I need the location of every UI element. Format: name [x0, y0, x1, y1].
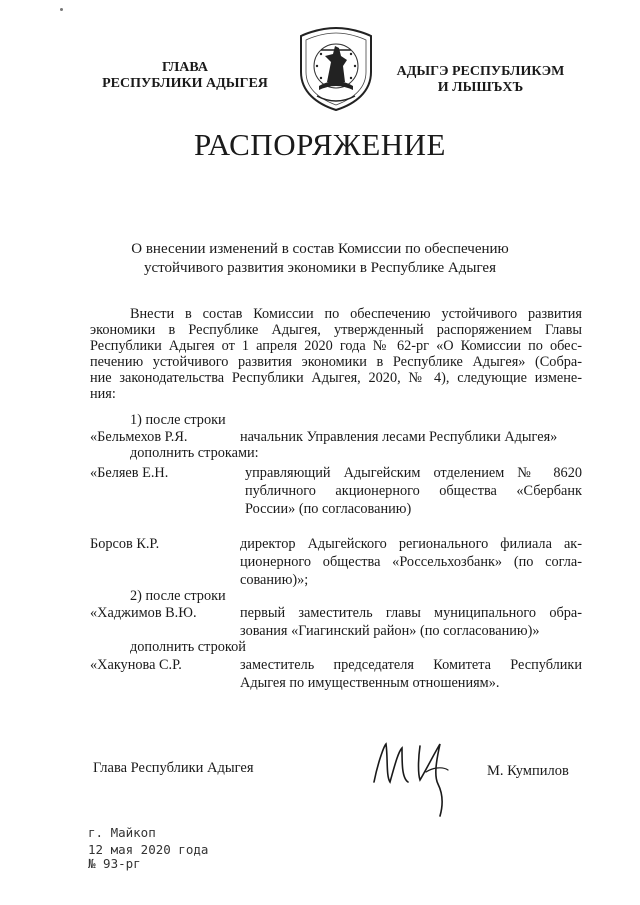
entry-name: «Беляев Е.Н. — [90, 465, 169, 481]
entry-desc-line1: директор Адыгейского регионального филиала ак- — [240, 536, 582, 552]
item2-after-line2: зования «Гиагинский район» (по согласованию)» — [240, 623, 540, 639]
date-stamp: 12 мая 2020 года — [88, 842, 209, 857]
entry-desc-line2: ционерного общества «Россельхозбанк» (по согла- — [240, 554, 582, 570]
entry-desc-line2: публичного акционерного общества «Сбербанк — [245, 483, 582, 499]
intro-line5: ние законодательства Республики Адыгея, 2020, № 4), следующие измене- — [90, 370, 582, 386]
entry-desc-line3: сованию)»; — [240, 572, 309, 588]
header-left-line1: ГЛАВА — [162, 60, 208, 75]
header-left-line2: РЕСПУБЛИКИ АДЫГЕЯ — [102, 76, 268, 91]
entry-name: «Хакунова С.Р. — [90, 657, 182, 673]
item1-after-name: «Бельмехов Р.Я. — [90, 429, 188, 445]
item2-heading: 2) после строки — [130, 588, 226, 604]
entry-name: Борсов К.Р. — [90, 536, 160, 552]
header-left-block — [85, 60, 285, 92]
entry-desc-line3: России» (по согласованию) — [245, 501, 412, 517]
intro-line2: экономики в Республике Адыгея, утвержденный распоряжением Главы — [90, 322, 582, 338]
item2-after-line1: первый заместитель главы муниципального обра- — [240, 605, 582, 621]
subject-line2: устойчивого развития экономики в Республике Адыгея — [144, 260, 496, 276]
entry-desc-line2: Адыгея по имущественным отношениям». — [240, 675, 500, 691]
item1-add-label: дополнить строками: — [130, 445, 259, 461]
intro-line3: Республики Адыгея от 1 апреля 2020 года № 62-рг «О Комиссии по обес- — [90, 338, 582, 354]
number-stamp: № 93-рг — [88, 856, 141, 871]
city-stamp: г. Майкоп — [88, 825, 156, 840]
intro-line6: ния: — [90, 386, 116, 402]
intro-line1: Внести в состав Комиссии по обеспечению устойчивого развития — [130, 306, 582, 322]
entry-desc-line1: заместитель председателя Комитета Республики — [240, 657, 582, 673]
item2-after-name: «Хаджимов В.Ю. — [90, 605, 197, 621]
item2-add-label: дополнить строкой — [130, 639, 246, 655]
signatory-position: Глава Республики Адыгея — [93, 760, 254, 776]
header-right-line1: АДЫГЭ РЕСПУБЛИКЭМ — [396, 64, 565, 79]
item1-after-desc: начальник Управления лесами Республики Адыгея» — [240, 429, 558, 445]
entry-desc-line1: управляющий Адыгейским отделением № 8620 — [245, 465, 582, 481]
signatory-name: М. Кумпилов — [487, 763, 569, 779]
document-title: РАСПОРЯЖЕНИЕ — [194, 127, 446, 162]
coat-of-arms-emblem — [297, 26, 375, 112]
scan-dot — [60, 8, 63, 11]
header-right-block — [388, 64, 573, 96]
subject-line1: О внесении изменений в состав Комиссии по обеспечению — [131, 241, 509, 257]
header-right-line2: И ЛЫШЪХЪ — [437, 80, 524, 95]
item1-heading: 1) после строки — [130, 412, 226, 428]
intro-line4: печению устойчивого развития экономики в Республике Адыгея» (Собра- — [90, 354, 582, 370]
handwritten-signature — [368, 732, 478, 822]
